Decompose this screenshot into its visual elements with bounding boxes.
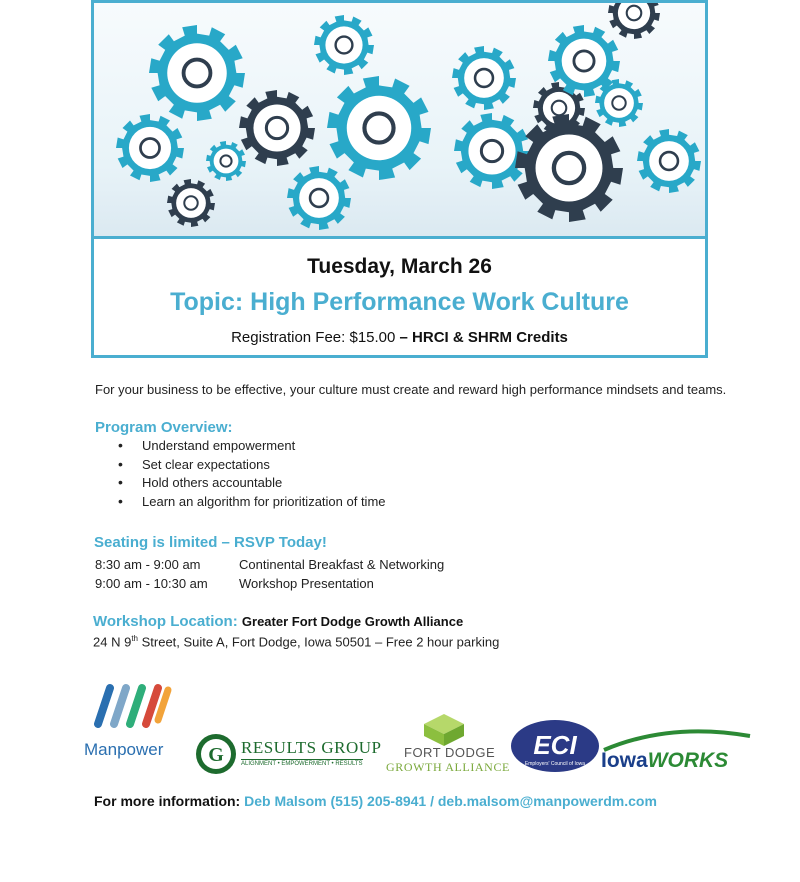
list-item: • Learn an algorithm for prioritization of time — [118, 494, 386, 513]
manpower-logo-text: Manpower — [84, 740, 164, 759]
results-group-title: RESULTS GROUP — [241, 738, 382, 757]
schedule-time: 9:00 am - 10:30 am — [95, 576, 208, 591]
schedule-row — [95, 576, 374, 591]
results-group-emblem — [194, 732, 238, 776]
schedule-time: 8:30 am - 9:00 am — [95, 557, 201, 572]
puzzle-gear-icon — [595, 79, 643, 127]
event-topic: Topic: High Performance Work Culture — [170, 288, 629, 316]
event-date: Tuesday, March 26 — [307, 255, 492, 278]
works-text: WORKS — [647, 749, 729, 772]
schedule-event: Continental Breakfast & Networking — [239, 557, 445, 572]
list-item: • Set clear expectations — [118, 457, 386, 476]
fee-label: Registration Fee: $15.00 — [231, 329, 396, 346]
fee-credits: – HRCI & SHRM Credits — [399, 329, 568, 346]
location-heading — [93, 613, 463, 630]
eci-text: ECI — [533, 730, 577, 760]
registration-fee — [94, 329, 705, 346]
doc-gear-icon — [239, 90, 315, 166]
schedule-row — [95, 557, 444, 572]
svg-text:G: G — [208, 744, 224, 766]
pen-gear-icon — [287, 166, 351, 230]
cal-gear-icon — [452, 46, 516, 110]
event-header-frame — [91, 0, 708, 358]
fort-dodge-name: FORT DODGE — [404, 745, 496, 760]
eci-logo — [509, 718, 601, 774]
gears-illustration — [94, 3, 705, 236]
contact-label: For more information: — [94, 793, 241, 809]
contact-line — [94, 793, 657, 809]
address-part: 24 N 9 — [93, 634, 132, 650]
list-item: • Understand empowerment — [118, 438, 386, 457]
schedule-event: Workshop Presentation — [239, 576, 374, 591]
location-address — [93, 634, 499, 649]
overview-list — [118, 438, 386, 512]
iowa-text: Iowa — [601, 749, 648, 772]
tie-gear-icon — [167, 179, 215, 227]
location-label: Workshop Location: — [93, 613, 238, 630]
bar-gear-icon — [314, 15, 374, 75]
money-gear-icon — [454, 113, 530, 189]
intro-text: For your business to be effective, your culture must create and reward high performance mindsets and teams. — [95, 382, 727, 397]
overview-heading: Program Overview: — [95, 419, 233, 436]
eci-subtext: Employers' Council of Iowa — [524, 761, 586, 767]
mega-gear-icon — [637, 129, 701, 193]
gears-graphic — [94, 3, 705, 236]
fort-dodge-subtitle: GROWTH ALLIANCE — [386, 760, 510, 774]
location-name: Greater Fort Dodge Growth Alliance — [241, 614, 464, 629]
case-gear-icon — [608, 3, 660, 39]
contact-info[interactable]: Deb Malsom (515) 205-8941 / deb.malsom@manpowerdm.com — [244, 793, 657, 809]
hand-gear-icon — [515, 114, 623, 222]
address-sup: th — [131, 634, 138, 643]
address-part: Street, Suite A, Fort Dodge, Iowa 50501 – Free 2 hour parking — [137, 634, 500, 650]
divider — [94, 236, 705, 239]
target-gear-icon — [327, 76, 431, 180]
list-item: • Hold others accountable — [118, 475, 386, 494]
manpower-logo-mark — [92, 680, 174, 728]
people-gear-icon — [116, 114, 184, 182]
iowaworks-text — [601, 749, 728, 773]
search-gear-icon — [206, 141, 246, 181]
fort-dodge-cube-icon — [420, 712, 468, 748]
results-group-subtitle: ALIGNMENT • EMPOWERMENT • RESULTS — [241, 761, 363, 767]
seating-heading: Seating is limited – RSVP Today! — [94, 534, 327, 551]
bulb-gear-icon — [149, 25, 245, 121]
